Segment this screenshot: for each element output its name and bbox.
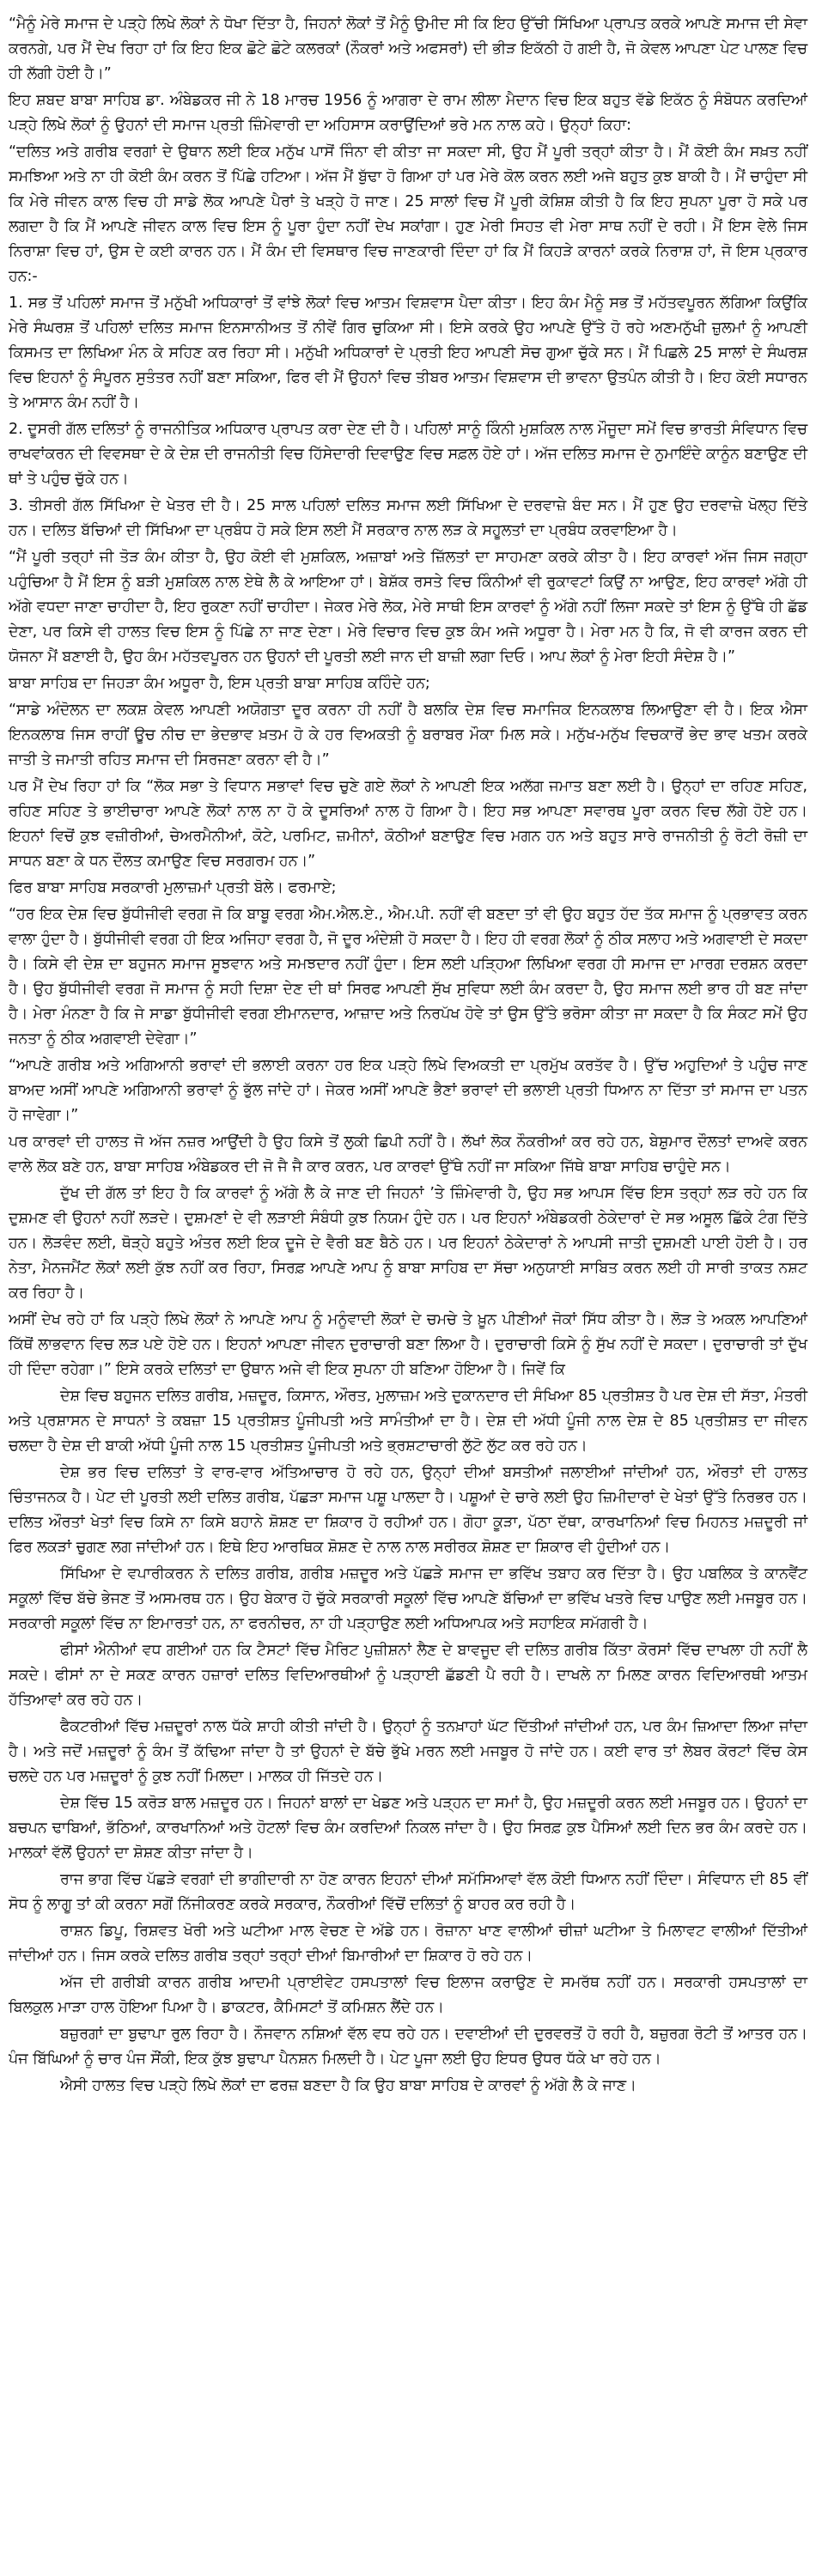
article-paragraph: “ਸਾਡੇ ਅੰਦੋਲਨ ਦਾ ਲਕਸ਼ ਕੇਵਲ ਆਪਣੀ ਅਯੋਗਤਾ ਦੂਰ ਕਰਨਾ ਹੀ ਨਹੀਂ ਹੈ ਬਲਕਿ ਦੇਸ਼ ਵਿਚ ਸਮਾਜਿਕ ਇਨਕਲਾਬ ਲਿਆਉਣਾ ਵੀ ਹੈ। ਇਕ ਐਸਾ ਇਨਕਲਾਬ ਜਿਸ ਰਾਹੀਂ ਊਚ ਨੀਚ ਦਾ ਭੇਦਭਾਵ ਖ਼ਤਮ ਹੋ ਕੇ ਹਰ ਵਿਅਕਤੀ ਨੂੰ ਬਰਾਬਰ ਮੌਕਾ ਮਿਲ ਸਕੇ। ਮਨੁੱਖ-ਮਨੁੱਖ ਵਿਚਕਾਰੋਂ ਭੇਦ ਭਾਵ ਖਤਮ ਕਰਕੇ ਜਾਤੀ ਤੇ ਜਮਾਤੀ ਰਹਿਤ ਸਮਾਜ ਦੀ ਸਿਰਜਣਾ ਕਰਨਾ ਵੀ ਹੈ।”	[9, 702, 807, 769]
article-paragraph: “ਮੈਂ ਪੂਰੀ ਤਰ੍ਹਾਂ ਜੀ ਤੋੜ ਕੰਮ ਕੀਤਾ ਹੈ, ਉਹ ਕੋਈ ਵੀ ਮੁਸ਼ਕਿਲ, ਅਜ਼ਾਬਾਂ ਅਤੇ ਜ਼ਿੱਲਤਾਂ ਦਾ ਸਾਹਮਣਾ ਕਰਕੇ ਕੀਤਾ ਹੈ। ਇਹ ਕਾਰਵਾਂ ਅੱਜ ਜਿਸ ਜਗ੍ਹਾ ਪਹੁੰਚਿਆ ਹੈ ਮੈਂ ਇਸ ਨੂੰ ਬੜੀ ਮੁਸ਼ਕਿਲ ਨਾਲ ਏਥੇ ਲੈ ਕੇ ਆਇਆ ਹਾਂ। ਬੇਸ਼ੱਕ ਰਸਤੇ ਵਿਚ ਕਿੰਨੀਆਂ ਵੀ ਰੁਕਾਵਟਾਂ ਕਿਉਂ ਨਾ ਆਉਣ, ਇਹ ਕਾਰਵਾਂ ਅੱਗੇ ਹੀ ਅੱਗੇ ਵਧਦਾ ਜਾਣਾ ਚਾਹੀਦਾ ਹੈ, ਇਹ ਰੁਕਣਾ ਨਹੀਂ ਚਾਹੀਦਾ। ਜੇਕਰ ਮੇਰੇ ਲੋਕ, ਮੇਰੇ ਸਾਥੀ ਇਸ ਕਾਰਵਾਂ ਨੂੰ ਅੱਗੇ ਨਹੀਂ ਲਿਜਾ ਸਕਦੇ ਤਾਂ ਇਸ ਨੂੰ ਉੱਥੇ ਹੀ ਛੱਡ ਦੇਣਾ, ਪਰ ਕਿਸੇ ਵੀ ਹਾਲਤ ਵਿਚ ਇਸ ਨੂੰ ਪਿੱਛੇ ਨਾ ਜਾਣ ਦੇਣਾ। ਮੇਰੇ ਵਿਚਾਰ ਵਿਚ ਕੁਝ ਕੰਮ ਅਜੇ ਅਧੂਰਾ ਹੈ। ਮੇਰਾ ਮਨ ਹੈ ਕਿ, ਜੋ ਵੀ ਕਾਰਜ ਕਰਨ ਦੀ ਯੋਜਨਾ ਮੈਂ ਬਣਾਈ ਹੈ, ਉਹ ਕੰਮ ਮਹੱਤਵਪੂਰਨ ਹਨ ਉਹਨਾਂ ਦੀ ਪੂਰਤੀ ਲਈ ਜਾਨ ਦੀ ਬਾਜ਼ੀ ਲਗਾ ਦਿਓ। ਆਪ ਲੋਕਾਂ ਨੂੰ ਮੇਰਾ ਇਹੀ ਸੰਦੇਸ਼ ਹੈ।”	[9, 549, 807, 665]
article-paragraph: ਪਰ ਮੈਂ ਦੇਖ ਰਿਹਾ ਹਾਂ ਕਿ “ਲੋਕ ਸਭਾ ਤੇ ਵਿਧਾਨ ਸਭਾਵਾਂ ਵਿਚ ਚੁਣੇ ਗਏ ਲੋਕਾਂ ਨੇ ਆਪਣੀ ਇਕ ਅਲੱਗ ਜਮਾਤ ਬਣਾ ਲਈ ਹੈ। ਉਨ੍ਹਾਂ ਦਾ ਰਹਿਣ ਸਹਿਣ, ਰਹਿਣ ਸਹਿਣ ਤੇ ਭਾਈਚਾਰਾ ਆਪਣੇ ਲੋਕਾਂ ਨਾਲ ਨਾ ਹੋ ਕੇ ਦੂਸਰਿਆਂ ਨਾਲ ਹੋ ਗਿਆ ਹੈ। ਇਹ ਸਭ ਆਪਣਾ ਸਵਾਰਥ ਪੂਰਾ ਕਰਨ ਵਿਚ ਲੱਗੇ ਹੋਏ ਹਨ। ਇਹਨਾਂ ਵਿਚੋਂ ਕੁਝ ਵਜ਼ੀਰੀਆਂ, ਚੇਅਰਮੈਨੀਆਂ, ਕੋਟੇ, ਪਰਮਿਟ, ਜ਼ਮੀਨਾਂ, ਕੋਠੀਆਂ ਬਣਾਉਣ ਵਿਚ ਮਗਨ ਹਨ ਅਤੇ ਬਹੁਤ ਸਾਰੇ ਰਾਜਨੀਤੀ ਨੂੰ ਰੋਟੀ ਰੋਜ਼ੀ ਦਾ ਸਾਧਨ ਬਣਾ ਕੇ ਧਨ ਦੌਲਤ ਕਮਾਉਣ ਵਿਚ ਸਰਗਰਮ ਹਨ।”	[9, 778, 807, 870]
article-paragraph: ਬਜ਼ੁਰਗਾਂ ਦਾ ਬੁਢਾਪਾ ਰੁਲ ਰਿਹਾ ਹੈ। ਨੌਜਵਾਨ ਨਸ਼ਿਆਂ ਵੱਲ ਵਧ ਰਹੇ ਹਨ। ਦਵਾਈਆਂ ਦੀ ਦੁਰਵਰਤੋਂ ਹੋ ਰਹੀ ਹੈ, ਬਜ਼ੁਰਗ ਰੋਟੀ ਤੋਂ ਆਤਰ ਹਨ। ਪੰਜ ਬਿੱਘਿਆਂ ਨੂੰ ਚਾਰ ਪੰਜ ਸੌਂਕੀ, ਇਕ ਕੁੱਝ ਬੁਢਾਪਾ ਪੈਨਸ਼ਨ ਮਿਲਦੀ ਹੈ। ਪੇਟ ਪੂਜਾ ਲਈ ਉਹ ਇਧਰ ਉਧਰ ਧੱਕੇ ਖਾ ਰਹੇ ਹਨ।	[9, 2026, 807, 2068]
article-paragraph: ਸਿੱਖਿਆ ਦੇ ਵਪਾਰੀਕਰਨ ਨੇ ਦਲਿਤ ਗਰੀਬ, ਗਰੀਬ ਮਜ਼ਦੂਰ ਅਤੇ ਪੱਛੜੇ ਸਮਾਜ ਦਾ ਭਵਿੱਖ ਤਬਾਹ ਕਰ ਦਿੱਤਾ ਹੈ। ਉਹ ਪਬਲਿਕ ਤੇ ਕਾਨਵੈਂਟ ਸਕੂਲਾਂ ਵਿੱਚ ਬੱਚੇ ਭੇਜਣ ਤੋਂ ਅਸਮਰਥ ਹਨ। ਉਹ ਬੇਕਾਰ ਹੋ ਚੁੱਕੇ ਸਰਕਾਰੀ ਸਕੂਲਾਂ ਵਿੱਚ ਆਪਣੇ ਬੱਚਿਆਂ ਦਾ ਭਵਿੱਖ ਖਤਰੇ ਵਿਚ ਪਾਉਣ ਲਈ ਮਜਬੂਰ ਹਨ। ਸਰਕਾਰੀ ਸਕੂਲਾਂ ਵਿੱਚ ਨਾ ਇਮਾਰਤਾਂ ਹਨ, ਨਾ ਫਰਨੀਚਰ, ਨਾ ਹੀ ਪੜ੍ਹਾਉਣ ਲਈ ਅਧਿਆਪਕ ਅਤੇ ਸਹਾਇਕ ਸਮੱਗਰੀ ਹੈ।	[9, 1565, 808, 1632]
article-paragraph: “ਦਲਿਤ ਅਤੇ ਗਰੀਬ ਵਰਗਾਂ ਦੇ ਉਥਾਨ ਲਈ ਇਕ ਮਨੁੱਖ ਪਾਸੋਂ ਜਿੰਨਾ ਵੀ ਕੀਤਾ ਜਾ ਸਕਦਾ ਸੀ, ਉਹ ਮੈਂ ਪੂਰੀ ਤਰ੍ਹਾਂ ਕੀਤਾ ਹੈ। ਮੈਂ ਕੋਈ ਕੰਮ ਸਖ਼ਤ ਨਹੀਂ ਸਮਝਿਆ ਅਤੇ ਨਾ ਹੀ ਕੋਈ ਕੰਮ ਕਰਨ ਤੋਂ ਪਿੱਛੇ ਹਟਿਆ। ਅੱਜ ਮੈਂ ਬੁੱਢਾ ਹੋ ਗਿਆ ਹਾਂ ਪਰ ਮੇਰੇ ਕੋਲ ਕਰਨ ਲਈ ਅਜੇ ਬਹੁਤ ਕੁਝ ਬਾਕੀ ਹੈ। ਮੈਂ ਚਾਹੁੰਦਾ ਸੀ ਕਿ ਮੇਰੇ ਜੀਵਨ ਕਾਲ ਵਿਚ ਹੀ ਸਾਡੇ ਲੋਕ ਆਪਣੇ ਪੈਰਾਂ ਤੇ ਖੜ੍ਹੇ ਹੋ ਜਾਣ। 25 ਸਾਲਾਂ ਵਿਚ ਮੈਂ ਪੂਰੀ ਕੋਸ਼ਿਸ਼ ਕੀਤੀ ਹੈ ਕਿ ਇਹ ਸੁਪਨਾ ਪੂਰਾ ਹੋ ਸਕੇ ਪਰ ਲਗਦਾ ਹੈ ਕਿ ਮੈਂ ਆਪਣੇ ਜੀਵਨ ਕਾਲ ਵਿਚ ਇਸ ਨੂੰ ਪੂਰਾ ਹੁੰਦਾ ਨਹੀਂ ਦੇਖ ਸਕਾਂਗਾ। ਹੁਣ ਮੇਰੀ ਸਿਹਤ ਵੀ ਮੇਰਾ ਸਾਥ ਨਹੀਂ ਦੇ ਰਹੀ। ਮੈਂ ਇਸ ਵੇਲੇ ਜਿਸ ਨਿਰਾਸ਼ਾ ਵਿਚ ਹਾਂ, ਉਸ ਦੇ ਕਈ ਕਾਰਨ ਹਨ। ਮੈਂ ਕੰਮ ਦੀ ਵਿਸਥਾਰ ਵਿਚ ਜਾਣਕਾਰੀ ਦਿੰਦਾ ਹਾਂ ਕਿ ਮੈਂ ਕਿਹੜੇ ਕਾਰਨਾਂ ਕਰਕੇ ਨਿਰਾਸ਼ ਹਾਂ, ਜੋ ਇਸ ਪ੍ਰਕਾਰ ਹਨ:-	[9, 143, 807, 285]
article-paragraph: ਰਾਸ਼ਨ ਡਿਪੂ, ਰਿਸ਼ਵਤ ਖੋਰੀ ਅਤੇ ਘਟੀਆ ਮਾਲ ਵੇਚਣ ਦੇ ਅੱਡੇ ਹਨ। ਰੋਜ਼ਾਨਾ ਖਾਣ ਵਾਲੀਆਂ ਚੀਜ਼ਾਂ ਘਟੀਆ ਤੇ ਮਿਲਾਵਟ ਵਾਲੀਆਂ ਦਿੱਤੀਆਂ ਜਾਂਦੀਆਂ ਹਨ। ਜਿਸ ਕਰਕੇ ਦਲਿਤ ਗਰੀਬ ਤਰ੍ਹਾਂ ਤਰ੍ਹਾਂ ਦੀਆਂ ਬਿਮਾਰੀਆਂ ਦਾ ਸ਼ਿਕਾਰ ਹੋ ਰਹੇ ਹਨ।	[9, 1923, 807, 1965]
article-paragraph: ਰਾਜ ਭਾਗ ਵਿੱਚ ਪੱਛੜੇ ਵਰਗਾਂ ਦੀ ਭਾਗੀਦਾਰੀ ਨਾ ਹੋਣ ਕਾਰਨ ਇਹਨਾਂ ਦੀਆਂ ਸਮੱਸਿਆਵਾਂ ਵੱਲ ਕੋਈ ਧਿਆਨ ਨਹੀਂ ਦਿੰਦਾ। ਸੰਵਿਧਾਨ ਦੀ 85 ਵੀਂ ਸੋਧ ਨੂੰ ਲਾਗੂ ਤਾਂ ਕੀ ਕਰਨਾ ਸਗੋਂ ਨਿੱਜੀਕਰਣ ਕਰਕੇ ਸਰਕਾਰ, ਨੌਕਰੀਆਂ ਵਿੱਚੋਂ ਦਲਿਤਾਂ ਨੂੰ ਬਾਹਰ ਕਰ ਰਹੀ ਹੈ।	[9, 1871, 807, 1913]
article-paragraph: “ਹਰ ਇਕ ਦੇਸ਼ ਵਿਚ ਬੁੱਧੀਜੀਵੀ ਵਰਗ ਜੋ ਕਿ ਬਾਬੂ ਵਰਗ ਐਮ.ਐਲ.ਏ., ਐਮ.ਪੀ. ਨਹੀਂ ਵੀ ਬਣਦਾ ਤਾਂ ਵੀ ਉਹ ਬਹੁਤ ਹੱਦ ਤੱਕ ਸਮਾਜ ਨੂੰ ਪ੍ਰਭਾਵਤ ਕਰਨ ਵਾਲਾ ਹੁੰਦਾ ਹੈ। ਬੁੱਧੀਜੀਵੀ ਵਰਗ ਹੀ ਇਕ ਅਜਿਹਾ ਵਰਗ ਹੈ, ਜੋ ਦੂਰ ਅੰਦੇਸ਼ੀ ਹੋ ਸਕਦਾ ਹੈ। ਇਹ ਹੀ ਵਰਗ ਲੋਕਾਂ ਨੂੰ ਠੀਕ ਸਲਾਹ ਅਤੇ ਅਗਵਾਈ ਦੇ ਸਕਦਾ ਹੈ। ਕਿਸੇ ਵੀ ਦੇਸ਼ ਦਾ ਬਹੁਜਨ ਸਮਾਜ ਸੂਝਵਾਨ ਅਤੇ ਸਮਝਦਾਰ ਨਹੀਂ ਹੁੰਦਾ। ਇਸ ਲਈ ਪੜ੍ਹਿਆ ਲਿਖਿਆ ਵਰਗ ਹੀ ਸਮਾਜ ਦਾ ਮਾਰਗ ਦਰਸ਼ਨ ਕਰਦਾ ਹੈ। ਉਹ ਬੁੱਧੀਜੀਵੀ ਵਰਗ ਜੋ ਸਮਾਜ ਨੂੰ ਸਹੀ ਦਿਸ਼ਾ ਦੇਣ ਦੀ ਥਾਂ ਸਿਰਫ ਆਪਣੀ ਸੁੱਖ ਸੁਵਿਧਾ ਲਈ ਕੰਮ ਕਰਦਾ ਹੈ, ਉਹ ਸਮਾਜ ਲਈ ਭਾਰ ਹੀ ਬਣ ਜਾਂਦਾ ਹੈ। ਮੇਰਾ ਮੰਨਣਾ ਹੈ ਕਿ ਜੇ ਸਾਡਾ ਬੁੱਧੀਜੀਵੀ ਵਰਗ ਈਮਾਨਦਾਰ, ਆਜ਼ਾਦ ਅਤੇ ਨਿਰਪੱਖ ਹੋਵੇ ਤਾਂ ਉਸ ਉੱਤੇ ਭਰੋਸਾ ਕੀਤਾ ਜਾ ਸਕਦਾ ਹੈ ਕਿ ਸੰਕਟ ਸਮੇਂ ਉਹ ਜਨਤਾ ਨੂੰ ਠੀਕ ਅਗਵਾਈ ਦੇਵੇਗਾ।”	[9, 906, 807, 1048]
article-paragraph: ਬਾਬਾ ਸਾਹਿਬ ਦਾ ਜਿਹੜਾ ਕੰਮ ਅਧੂਰਾ ਹੈ, ਇਸ ਪ੍ਰਤੀ ਬਾਬਾ ਸਾਹਿਬ ਕਹਿੰਦੇ ਹਨ;	[9, 675, 430, 692]
article-paragraph: ਅੱਜ ਦੀ ਗਰੀਬੀ ਕਾਰਨ ਗਰੀਬ ਆਦਮੀ ਪ੍ਰਾਈਵੇਟ ਹਸਪਤਾਲਾਂ ਵਿਚ ਇਲਾਜ ਕਰਾਉਣ ਦੇ ਸਮਰੱਥ ਨਹੀਂ ਹਨ। ਸਰਕਾਰੀ ਹਸਪਤਾਲਾਂ ਦਾ ਬਿਲਕੁਲ ਮਾੜਾ ਹਾਲ ਹੋਇਆ ਪਿਆ ਹੈ। ਡਾਕਟਰ, ਕੈਮਿਸਟਾਂ ਤੋਂ ਕਮਿਸ਼ਨ ਲੈਂਦੇ ਹਨ।	[9, 1974, 807, 2016]
article-paragraph: 3. ਤੀਸਰੀ ਗੱਲ ਸਿੱਖਿਆ ਦੇ ਖੇਤਰ ਦੀ ਹੈ। 25 ਸਾਲ ਪਹਿਲਾਂ ਦਲਿਤ ਸਮਾਜ ਲਈ ਸਿੱਖਿਆ ਦੇ ਦਰਵਾਜ਼ੇ ਬੰਦ ਸਨ। ਮੈਂ ਹੁਣ ਉਹ ਦਰਵਾਜ਼ੇ ਖੋਲ੍ਹ ਦਿੱਤੇ ਹਨ। ਦਲਿਤ ਬੱਚਿਆਂ ਦੀ ਸਿੱਖਿਆ ਦਾ ਪ੍ਰਬੰਧ ਹੋ ਸਕੇ ਇਸ ਲਈ ਮੈਂ ਸਰਕਾਰ ਨਾਲ ਲੜ ਕੇ ਸਹੂਲਤਾਂ ਦਾ ਪ੍ਰਬੰਧ ਕਰਵਾਇਆ ਹੈ।	[9, 497, 807, 539]
article-paragraph: ਇਹ ਸ਼ਬਦ ਬਾਬਾ ਸਾਹਿਬ ਡਾ. ਅੰਬੇਡਕਰ ਜੀ ਨੇ 18 ਮਾਰਚ 1956 ਨੂੰ ਆਗਰਾ ਦੇ ਰਾਮ ਲੀਲਾ ਮੈਦਾਨ ਵਿਚ ਇਕ ਬਹੁਤ ਵੱਡੇ ਇਕੱਠ ਨੂੰ ਸੰਬੋਧਨ ਕਰਦਿਆਂ ਪੜ੍ਹੇ ਲਿਖੇ ਲੋਕਾਂ ਨੂੰ ਉਹਨਾਂ ਦੀ ਸਮਾਜ ਪ੍ਰਤੀ ਜ਼ਿੰਮੇਵਾਰੀ ਦਾ ਅਹਿਸਾਸ ਕਰਾਉਂਦਿਆਂ ਭਰੇ ਮਨ ਨਾਲ ਕਹੇ। ਉਨ੍ਹਾਂ ਕਿਹਾ:	[9, 92, 807, 134]
article-paragraph: ਫੈਕਟਰੀਆਂ ਵਿੱਚ ਮਜ਼ਦੂਰਾਂ ਨਾਲ ਧੱਕੇ ਸ਼ਾਹੀ ਕੀਤੀ ਜਾਂਦੀ ਹੈ। ਉਨ੍ਹਾਂ ਨੂੰ ਤਨਖ਼ਾਹਾਂ ਘੱਟ ਦਿੱਤੀਆਂ ਜਾਂਦੀਆਂ ਹਨ, ਪਰ ਕੰਮ ਜ਼ਿਆਦਾ ਲਿਆ ਜਾਂਦਾ ਹੈ। ਅਤੇ ਜਦੋਂ ਮਜ਼ਦੂਰਾਂ ਨੂੰ ਕੰਮ ਤੋਂ ਕੱਢਿਆ ਜਾਂਦਾ ਹੈ ਤਾਂ ਉਹਨਾਂ ਦੇ ਬੱਚੇ ਭੁੱਖੇ ਮਰਨ ਲਈ ਮਜਬੂਰ ਹੋ ਜਾਂਦੇ ਹਨ। ਕਈ ਵਾਰ ਤਾਂ ਲੇਬਰ ਕੋਰਟਾਂ ਵਿੱਚ ਕੇਸ ਚਲਦੇ ਹਨ ਪਰ ਮਜ਼ਦੂਰਾਂ ਨੂੰ ਕੁਝ ਨਹੀਂ ਮਿਲਦਾ। ਮਾਲਕ ਹੀ ਜਿੱਤਦੇ ਹਨ।	[9, 1718, 807, 1785]
article-paragraph: “ਆਪਣੇ ਗਰੀਬ ਅਤੇ ਅਗਿਆਨੀ ਭਰਾਵਾਂ ਦੀ ਭਲਾਈ ਕਰਨਾ ਹਰ ਇਕ ਪੜ੍ਹੇ ਲਿਖੇ ਵਿਅਕਤੀ ਦਾ ਪ੍ਰਮੁੱਖ ਕਰਤੱਵ ਹੈ। ਉੱਚ ਅਹੁਦਿਆਂ ਤੇ ਪਹੁੰਚ ਜਾਣ ਬਾਅਦ ਅਸੀਂ ਆਪਣੇ ਅਗਿਆਨੀ ਭਰਾਵਾਂ ਨੂੰ ਭੁੱਲ ਜਾਂਦੇ ਹਾਂ। ਜੇਕਰ ਅਸੀਂ ਆਪਣੇ ਭੈਣਾਂ ਭਰਾਵਾਂ ਦੀ ਭਲਾਈ ਪ੍ਰਤੀ ਧਿਆਨ ਨਾ ਦਿੱਤਾ ਤਾਂ ਸਮਾਜ ਦਾ ਪਤਨ ਹੋ ਜਾਵੇਗਾ।”	[9, 1057, 807, 1124]
article-paragraph: ਫੀਸਾਂ ਐਨੀਆਂ ਵਧ ਗਈਆਂ ਹਨ ਕਿ ਟੈਸਟਾਂ ਵਿੱਚ ਮੈਰਿਟ ਪੁਜ਼ੀਸ਼ਨਾਂ ਲੈਣ ਦੇ ਬਾਵਜੂਦ ਵੀ ਦਲਿਤ ਗਰੀਬ ਕਿੱਤਾ ਕੋਰਸਾਂ ਵਿੱਚ ਦਾਖਲਾ ਹੀ ਨਹੀਂ ਲੈ ਸਕਦੇ। ਫੀਸਾਂ ਨਾ ਦੇ ਸਕਣ ਕਾਰਨ ਹਜ਼ਾਰਾਂ ਦਲਿਤ ਵਿਦਿਆਰਥੀਆਂ ਨੂੰ ਪੜ੍ਹਾਈ ਛੱਡਣੀ ਪੈ ਰਹੀ ਹੈ। ਦਾਖਲੇ ਨਾ ਮਿਲਣ ਕਾਰਨ ਵਿਦਿਆਰਥੀ ਆਤਮ ਹੱਤਿਆਵਾਂ ਕਰ ਰਹੇ ਹਨ।	[9, 1642, 807, 1709]
article-paragraph: ਅਸੀਂ ਦੇਖ ਰਹੇ ਹਾਂ ਕਿ ਪੜ੍ਹੇ ਲਿਖੇ ਲੋਕਾਂ ਨੇ ਆਪਣੇ ਆਪ ਨੂੰ ਮਨੂੰਵਾਦੀ ਲੋਕਾਂ ਦੇ ਚਮਚੇ ਤੇ ਖ਼ੂਨ ਪੀਣੀਆਂ ਜੋਕਾਂ ਸਿੱਧ ਕੀਤਾ ਹੈ। ਲੋੜ ਤੇ ਅਕਲ ਆਪਣਿਆਂ ਕਿੱਥੋਂ ਲਾਭਵਾਨ ਵਿਚ ਲੜ ਪਏ ਹੋਏ ਹਨ। ਇਹਨਾਂ ਆਪਣਾ ਜੀਵਨ ਦੁਰਾਚਾਰੀ ਬਣਾ ਲਿਆ ਹੈ। ਦੁਰਾਚਾਰੀ ਕਿਸੇ ਨੂੰ ਸੁੱਖ ਨਹੀਂ ਦੇ ਸਕਦਾ। ਦੁਰਾਚਾਰੀ ਤਾਂ ਦੁੱਖ ਹੀ ਦਿੰਦਾ ਰਹੇਗਾ।” ਇਸੇ ਕਰਕੇ ਦਲਿਤਾਂ ਦਾ ਉਥਾਨ ਅਜੇ ਵੀ ਇਕ ਸੁਪਨਾ ਹੀ ਬਣਿਆ ਹੋਇਆ ਹੈ। ਜਿਵੇਂ ਕਿ	[9, 1311, 807, 1378]
article-paragraph: ਐਸੀ ਹਾਲਤ ਵਿਚ ਪੜ੍ਹੇ ਲਿਖੇ ਲੋਕਾਂ ਦਾ ਫਰਜ਼ ਬਣਦਾ ਹੈ ਕਿ ਉਹ ਬਾਬਾ ਸਾਹਿਬ ਦੇ ਕਾਰਵਾਂ ਨੂੰ ਅੱਗੇ ਲੈ ਕੇ ਜਾਣ।	[60, 2077, 636, 2094]
article-paragraph: ਦੇਸ਼ ਵਿਚ ਬਹੁਜਨ ਦਲਿਤ ਗਰੀਬ, ਮਜ਼ਦੂਰ, ਕਿਸਾਨ, ਔਰਤ, ਮੁਲਾਜ਼ਮ ਅਤੇ ਦੁਕਾਨਦਾਰ ਦੀ ਸੰਖਿਆ 85 ਪ੍ਰਤੀਸ਼ਤ ਹੈ ਪਰ ਦੇਸ਼ ਦੀ ਸੱਤਾ, ਮੰਤਰੀ ਅਤੇ ਪ੍ਰਸ਼ਾਸਨ ਦੇ ਸਾਧਨਾਂ ਤੇ ਕਬਜ਼ਾ 15 ਪ੍ਰਤੀਸ਼ਤ ਪੂੰਜੀਪਤੀ ਅਤੇ ਸਾਮੰਤੀਆਂ ਦਾ ਹੈ। ਦੇਸ਼ ਦੀ ਅੱਧੀ ਪੂੰਜੀ ਨਾਲ ਦੇਸ਼ ਦੇ 85 ਪ੍ਰਤੀਸ਼ਤ ਦਾ ਜੀਵਨ ਚਲਦਾ ਹੈ ਦੇਸ਼ ਦੀ ਬਾਕੀ ਅੱਧੀ ਪੂੰਜੀ ਨਾਲ 15 ਪ੍ਰਤੀਸ਼ਤ ਪੂੰਜੀਪਤੀ ਅਤੇ ਭ੍ਰਸ਼ਟਾਚਾਰੀ ਲੁੱਟੋ ਲੁੱਟ ਕਰ ਰਹੇ ਹਨ।	[9, 1388, 807, 1455]
article-paragraph: ਫਿਰ ਬਾਬਾ ਸਾਹਿਬ ਸਰਕਾਰੀ ਮੁਲਾਜ਼ਮਾਂ ਪ੍ਰਤੀ ਬੋਲੇ। ਫਰਮਾਏ;	[9, 879, 337, 896]
article-paragraph: ਪਰ ਕਾਰਵਾਂ ਦੀ ਹਾਲਤ ਜੋ ਅੱਜ ਨਜ਼ਰ ਆਉਂਦੀ ਹੈ ਉਹ ਕਿਸੇ ਤੋਂ ਲੁਕੀ ਛਿਪੀ ਨਹੀਂ ਹੈ। ਲੱਖਾਂ ਲੋਕ ਨੌਕਰੀਆਂ ਕਰ ਰਹੇ ਹਨ, ਬੇਸ਼ੁਮਾਰ ਦੌਲਤਾਂ ਦਾਅਵੇ ਕਰਨ ਵਾਲੇ ਲੋਕ ਬਣੇ ਹਨ, ਬਾਬਾ ਸਾਹਿਬ ਅੰਬੇਡਕਰ ਦੀ ਜੋ ਜੈ ਜੈ ਕਾਰ ਕਰਨ, ਪਰ ਕਾਰਵਾਂ ਉੱਥੇ ਨਹੀਂ ਜਾ ਸਕਿਆ ਜਿੱਥੇ ਬਾਬਾ ਸਾਹਿਬ ਚਾਹੁੰਦੇ ਸਨ।	[9, 1133, 807, 1176]
article-paragraph: ਦੇਸ਼ ਭਰ ਵਿਚ ਦਲਿਤਾਂ ਤੇ ਵਾਰ-ਵਾਰ ਅੱਤਿਆਚਾਰ ਹੋ ਰਹੇ ਹਨ, ਉਨ੍ਹਾਂ ਦੀਆਂ ਬਸਤੀਆਂ ਜਲਾਈਆਂ ਜਾਂਦੀਆਂ ਹਨ, ਔਰਤਾਂ ਦੀ ਹਾਲਤ ਚਿੰਤਾਜਨਕ ਹੈ। ਪੇਟ ਦੀ ਪੂਰਤੀ ਲਈ ਦਲਿਤ ਗਰੀਬ, ਪੱਛੜਾ ਸਮਾਜ ਪਸ਼ੂ ਪਾਲਦਾ ਹੈ। ਪਸ਼ੂਆਂ ਦੇ ਚਾਰੇ ਲਈ ਉਹ ਜ਼ਿਮੀਦਾਰਾਂ ਦੇ ਖੇਤਾਂ ਉੱਤੇ ਨਿਰਭਰ ਹਨ। ਦਲਿਤ ਔਰਤਾਂ ਖੇਤਾਂ ਵਿਚ ਕਿਸੇ ਨਾ ਕਿਸੇ ਬਹਾਨੇ ਸ਼ੋਸ਼ਣ ਦਾ ਸ਼ਿਕਾਰ ਹੋ ਰਹੀਆਂ ਹਨ। ਗੋਹਾ ਕੂੜਾ, ਪੱਠਾ ਦੱਥਾ, ਕਾਰਖਾਨਿਆਂ ਵਿਚ ਮਿਹਨਤ ਮਜ਼ਦੂਰੀ ਜਾਂ ਫਿਰ ਲਕੜਾਂ ਚੁਗਣ ਲਗ ਜਾਂਦੀਆਂ ਹਨ। ਇਥੇ ਇਹ ਆਰਥਿਕ ਸ਼ੋਸ਼ਣ ਦੇ ਨਾਲ ਨਾਲ ਸਰੀਰਕ ਸ਼ੋਸ਼ਣ ਦਾ ਸ਼ਿਕਾਰ ਵੀ ਹੁੰਦੀਆਂ ਹਨ।	[9, 1464, 807, 1556]
article-paragraph: 1. ਸਭ ਤੋਂ ਪਹਿਲਾਂ ਸਮਾਜ ਤੋਂ ਮਨੁੱਖੀ ਅਧਿਕਾਰਾਂ ਤੋਂ ਵਾਂਝੇ ਲੋਕਾਂ ਵਿਚ ਆਤਮ ਵਿਸ਼ਵਾਸ ਪੈਦਾ ਕੀਤਾ। ਇਹ ਕੰਮ ਮੈਨੂੰ ਸਭ ਤੋਂ ਮਹੱਤਵਪੂਰਨ ਲੱਗਿਆ ਕਿਉਂਕਿ ਮੇਰੇ ਸੰਘਰਸ਼ ਤੋਂ ਪਹਿਲਾਂ ਦਲਿਤ ਸਮਾਜ ਇਨਸਾਨੀਅਤ ਤੋਂ ਨੀਵੇਂ ਗਿਰ ਚੁਕਿਆ ਸੀ। ਇਸੇ ਕਰਕੇ ਉਹ ਆਪਣੇ ਉੱਤੇ ਹੋ ਰਹੇ ਅਣਮਨੁੱਖੀ ਜ਼ੁਲਮਾਂ ਨੂੰ ਆਪਣੀ ਕਿਸਮਤ ਦਾ ਲਿਖਿਆ ਮੰਨ ਕੇ ਸਹਿਣ ਕਰ ਰਿਹਾ ਸੀ। ਮਨੁੱਖੀ ਅਧਿਕਾਰਾਂ ਦੇ ਪ੍ਰਤੀ ਇਹ ਆਪਣੀ ਸੋਚ ਗੁਆ ਚੁੱਕੇ ਸਨ। ਮੈਂ ਪਿਛਲੇ 25 ਸਾਲਾਂ ਦੇ ਸੰਘਰਸ਼ ਵਿਚ ਇਹਨਾਂ ਨੂੰ ਸੰਪੂਰਨ ਸੁਤੰਤਰ ਨਹੀਂ ਬਣਾ ਸਕਿਆ, ਫਿਰ ਵੀ ਮੈਂ ਉਹਨਾਂ ਵਿਚ ਤੀਬਰ ਆਤਮ ਵਿਸ਼ਵਾਸ ਦੀ ਭਾਵਨਾ ਉਤਪੰਨ ਕੀਤੀ ਹੈ। ਇਹ ਕੋਈ ਸਧਾਰਨ ਤੇ ਆਸਾਨ ਕੰਮ ਨਹੀਂ ਹੈ।	[9, 295, 807, 411]
article-paragraph: 2. ਦੂਸਰੀ ਗੱਲ ਦਲਿਤਾਂ ਨੂੰ ਰਾਜਨੀਤਿਕ ਅਧਿਕਾਰ ਪ੍ਰਾਪਤ ਕਰਾ ਦੇਣ ਦੀ ਹੈ। ਪਹਿਲਾਂ ਸਾਨੂੰ ਕਿੰਨੀ ਮੁਸ਼ਕਿਲ ਨਾਲ ਮੌਜੂਦਾ ਸਮੇਂ ਵਿਚ ਭਾਰਤੀ ਸੰਵਿਧਾਨ ਵਿਚ ਰਾਖਵਾਂਕਰਨ ਦੀ ਵਿਵਸਥਾ ਦੇ ਕੇ ਦੇਸ਼ ਦੀ ਰਾਜਨੀਤੀ ਵਿਚ ਹਿੱਸੇਦਾਰੀ ਦਿਵਾਉਣ ਵਿਚ ਸਫ਼ਲ ਹੋਏ ਹਾਂ। ਅੱਜ ਦਲਿਤ ਸਮਾਜ ਦੇ ਨੁਮਾਇੰਦੇ ਕਾਨੂੰਨ ਬਣਾਉਣ ਦੀ ਥਾਂ ਤੇ ਪਹੁੰਚ ਚੁੱਕੇ ਹਨ।	[9, 421, 807, 488]
article-paragraph: ਦੁੱਖ ਦੀ ਗੱਲ ਤਾਂ ਇਹ ਹੈ ਕਿ ਕਾਰਵਾਂ ਨੂੰ ਅੱਗੇ ਲੈ ਕੇ ਜਾਣ ਦੀ ਜਿਹਨਾਂ ’ਤੇ ਜ਼ਿੰਮੇਵਾਰੀ ਹੈ, ਉਹ ਸਭ ਆਪਸ ਵਿੱਚ ਇਸ ਤਰ੍ਹਾਂ ਲੜ ਰਹੇ ਹਨ ਕਿ ਦੁਸ਼ਮਣ ਵੀ ਉਹਨਾਂ ਨਹੀਂ ਲੜਦੇ। ਦੁਸ਼ਮਣਾਂ ਦੇ ਵੀ ਲੜਾਈ ਸੰਬੰਧੀ ਕੁਝ ਨਿਯਮ ਹੁੰਦੇ ਹਨ। ਪਰ ਇਹਨਾਂ ਅੰਬੇਡਕਰੀ ਠੇਕੇਦਾਰਾਂ ਦੇ ਸਭ ਅਸੂਲ ਛਿੱਕੇ ਟੰਗ ਦਿੱਤੇ ਹਨ। ਲੋੜਵੰਦ ਲਈ, ਥੋੜ੍ਹੇ ਬਹੁਤੇ ਅੰਤਰ ਲਈ ਇਕ ਦੂਜੇ ਦੇ ਵੈਰੀ ਬਣ ਬੈਠੇ ਹਨ। ਪਰ ਇਹਨਾਂ ਠੇਕੇਦਾਰਾਂ ਨੇ ਆਪਸੀ ਜਾਤੀ ਦੁਸ਼ਮਣੀ ਪਾਈ ਹੋਈ ਹੈ। ਹਰ ਨੇਤਾ, ਮੈਨਜਮੈਂਟ ਲੋਕਾਂ ਲਈ ਕੁੱਝ ਨਹੀਂ ਕਰ ਰਿਹਾ, ਸਿਰਫ਼ ਆਪਣੇ ਆਪ ਨੂੰ ਬਾਬਾ ਸਾਹਿਬ ਦਾ ਸੱਚਾ ਅਨੁਯਾਈ ਸਾਬਿਤ ਕਰਨ ਲਈ ਹੀ ਸਾਰੀ ਤਾਕਤ ਨਸ਼ਟ ਕਰ ਰਿਹਾ ਹੈ।	[9, 1185, 808, 1302]
article-paragraph: ਦੇਸ਼ ਵਿੱਚ 15 ਕਰੋੜ ਬਾਲ ਮਜ਼ਦੂਰ ਹਨ। ਜਿਹਨਾਂ ਬਾਲਾਂ ਦਾ ਖੇਡਣ ਅਤੇ ਪੜ੍ਹਨ ਦਾ ਸਮਾਂ ਹੈ, ਉਹ ਮਜ਼ਦੂਰੀ ਕਰਨ ਲਈ ਮਜਬੂਰ ਹਨ। ਉਹਨਾਂ ਦਾ ਬਚਪਨ ਢਾਬਿਆਂ, ਭੱਠਿਆਂ, ਕਾਰਖਾਨਿਆਂ ਅਤੇ ਹੋਟਲਾਂ ਵਿਚ ਕੰਮ ਕਰਦਿਆਂ ਨਿਕਲ ਜਾਂਦਾ ਹੈ। ਉਹ ਸਿਰਫ਼ ਕੁਝ ਪੈਸਿਆਂ ਲਈ ਦਿਨ ਭਰ ਕੰਮ ਕਰਦੇ ਹਨ। ਮਾਲਕਾਂ ਵੱਲੋਂ ਉਹਨਾਂ ਦਾ ਸ਼ੋਸ਼ਣ ਕੀਤਾ ਜਾਂਦਾ ਹੈ।	[9, 1795, 807, 1862]
article-paragraph: “ਮੈਨੂੰ ਮੇਰੇ ਸਮਾਜ ਦੇ ਪੜ੍ਹੇ ਲਿਖੇ ਲੋਕਾਂ ਨੇ ਧੋਖਾ ਦਿੱਤਾ ਹੈ, ਜਿਹਨਾਂ ਲੋਕਾਂ ਤੋਂ ਮੈਨੂੰ ਉਮੀਦ ਸੀ ਕਿ ਇਹ ਉੱਚੀ ਸਿੱਖਿਆ ਪ੍ਰਾਪਤ ਕਰਕੇ ਆਪਣੇ ਸਮਾਜ ਦੀ ਸੇਵਾ ਕਰਨਗੇ, ਪਰ ਮੈਂ ਦੇਖ ਰਿਹਾ ਹਾਂ ਕਿ ਇਹ ਇਕ ਛੋਟੇ ਛੋਟੇ ਕਲਰਕਾਂ (ਨੌਕਰਾਂ ਅਤੇ ਅਫਸਰਾਂ) ਦੀ ਭੀੜ ਇਕੱਠੀ ਹੋ ਗਈ ਹੈ, ਜੋ ਕੇਵਲ ਆਪਣਾ ਪੇਟ ਪਾਲਣ ਵਿਚ ਹੀ ਲੱਗੀ ਹੋਈ ਹੈ।”	[9, 15, 807, 82]
